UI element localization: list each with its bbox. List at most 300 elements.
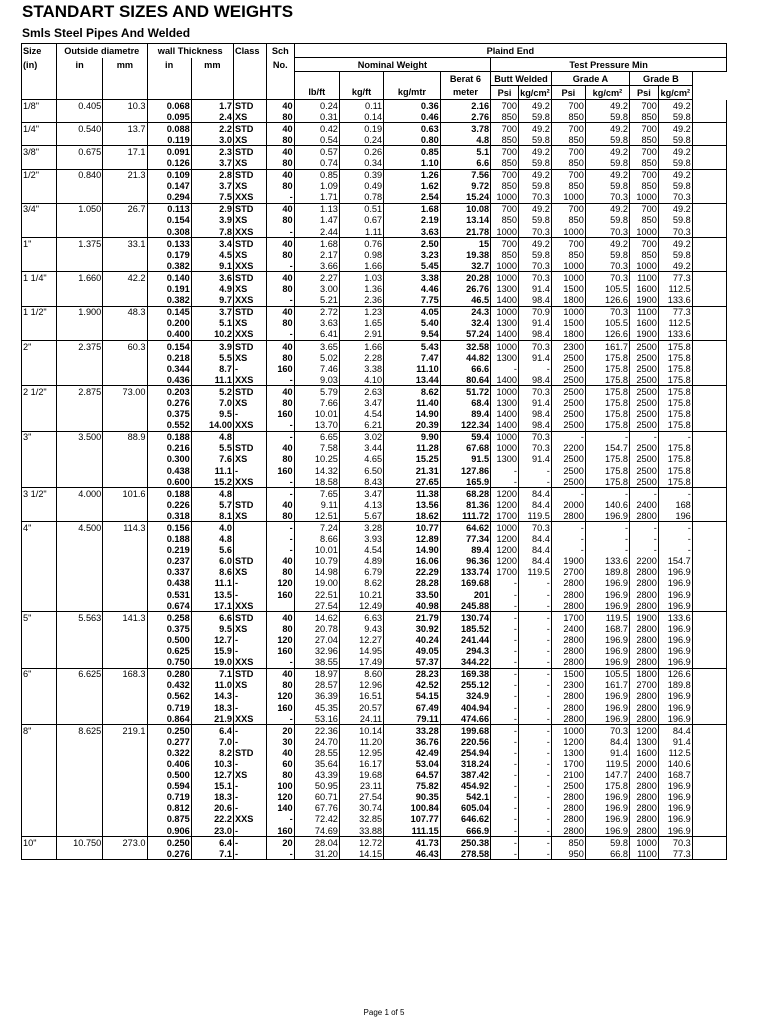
cell-bw-kgcm: 84.4	[518, 488, 551, 500]
cell-wt-in: 0.812	[147, 803, 191, 814]
cell-ga-psi: 2800	[551, 589, 585, 600]
cell-lb-ft: 35.64	[294, 758, 339, 769]
cell-gb-kgcm: 49.2	[658, 203, 692, 215]
cell-od-in	[56, 374, 102, 386]
cell-ga-psi: 850	[551, 134, 585, 146]
cell-wt-mm: 14.00	[191, 420, 233, 432]
cell-bw-psi: 1700	[491, 567, 519, 578]
cell-od-in	[56, 781, 102, 792]
cell-filler	[692, 578, 726, 589]
cell-class: STD	[233, 747, 266, 758]
cell-od-in	[56, 556, 102, 567]
cell-bw-psi: 700	[491, 238, 519, 250]
cell-ga-kgcm: 196.9	[585, 646, 629, 657]
cell-kg-mtr: 7.47	[384, 352, 441, 363]
cell-kg-mtr: 3.38	[384, 272, 441, 284]
cell-lb-ft: 2.72	[294, 306, 339, 318]
cell-kg-mtr: 16.06	[384, 556, 441, 567]
cell-gb-kgcm: 49.2	[658, 238, 692, 250]
cell-berat-6m: 19.38	[440, 249, 490, 260]
table-row	[22, 736, 727, 747]
cell-filler	[692, 420, 726, 432]
cell-wt-in: 0.258	[147, 612, 191, 624]
cell-sch: 80	[266, 770, 294, 781]
cell-size	[22, 111, 57, 123]
cell-filler	[692, 318, 726, 329]
cell-class: STD	[233, 556, 266, 567]
cell-sch: 120	[266, 634, 294, 645]
cell-od-in	[56, 534, 102, 545]
cell-od-in: 2.375	[56, 340, 102, 352]
cell-filler	[692, 770, 726, 781]
cell-size: 8"	[22, 725, 57, 737]
cell-wt-in: 0.145	[147, 306, 191, 318]
cell-ga-psi: 2500	[551, 454, 585, 465]
cell-ga-kgcm: 196.9	[585, 510, 629, 522]
cell-bw-psi: -	[491, 646, 519, 657]
cell-wt-in: 0.218	[147, 352, 191, 363]
cell-ga-psi: 700	[551, 146, 585, 158]
cell-od-mm	[103, 567, 147, 578]
cell-bw-kgcm: -	[518, 691, 551, 702]
cell-od-mm	[103, 157, 147, 169]
cell-filler	[692, 295, 726, 307]
cell-sch: -	[266, 814, 294, 825]
cell-ga-kgcm: 105.5	[585, 284, 629, 295]
cell-kg-mtr: 75.82	[384, 781, 441, 792]
cell-kg-mtr: 0.36	[384, 100, 441, 112]
cell-kg-ft: 3.28	[339, 522, 383, 534]
cell-wt-mm: 19.0	[191, 657, 233, 669]
cell-od-mm	[103, 352, 147, 363]
table-row	[22, 825, 727, 837]
table-row	[22, 510, 727, 522]
cell-bw-psi: -	[491, 781, 519, 792]
cell-kg-mtr: 1.26	[384, 169, 441, 181]
cell-wt-in: 0.188	[147, 488, 191, 500]
cell-od-mm	[103, 226, 147, 238]
cell-gb-kgcm: 175.8	[658, 465, 692, 476]
cell-wt-in: 0.091	[147, 146, 191, 158]
cell-kg-mtr: 4.05	[384, 306, 441, 318]
cell-size	[22, 409, 57, 420]
cell-gb-psi: -	[630, 431, 659, 443]
cell-od-in	[56, 589, 102, 600]
cell-kg-ft: 6.21	[339, 420, 383, 432]
cell-lb-ft: 38.55	[294, 657, 339, 669]
header-outside-diameter: Outside diametre	[56, 44, 147, 58]
cell-od-mm	[103, 499, 147, 510]
cell-od-mm: 48.3	[103, 306, 147, 318]
cell-class: STD	[233, 169, 266, 181]
cell-od-mm	[103, 781, 147, 792]
table-row	[22, 272, 727, 284]
cell-od-in	[56, 454, 102, 465]
cell-wt-in: 0.277	[147, 736, 191, 747]
table-row	[22, 476, 727, 488]
cell-bw-psi: 1300	[491, 397, 519, 408]
table-row	[22, 792, 727, 803]
cell-bw-psi: 1400	[491, 295, 519, 307]
cell-bw-psi: -	[491, 634, 519, 645]
cell-berat-6m: 254.94	[440, 747, 490, 758]
cell-gb-psi: 1800	[630, 668, 659, 680]
cell-bw-psi: 850	[491, 249, 519, 260]
cell-berat-6m: 66.6	[440, 363, 490, 374]
cell-size: 1 1/4"	[22, 272, 57, 284]
cell-gb-psi: 2500	[630, 340, 659, 352]
cell-gb-kgcm: 49.2	[658, 169, 692, 181]
table-row	[22, 249, 727, 260]
cell-ga-psi: -	[551, 545, 585, 556]
cell-wt-mm: 5.5	[191, 352, 233, 363]
cell-class: STD	[233, 203, 266, 215]
cell-lb-ft: 27.54	[294, 600, 339, 612]
cell-class: XXS	[233, 814, 266, 825]
cell-class: XXS	[233, 374, 266, 386]
cell-size	[22, 814, 57, 825]
cell-od-mm	[103, 758, 147, 769]
cell-wt-in: 0.600	[147, 476, 191, 488]
cell-bw-psi: 1000	[491, 340, 519, 352]
cell-lb-ft: 9.11	[294, 499, 339, 510]
cell-od-mm	[103, 111, 147, 123]
cell-bw-psi: 850	[491, 181, 519, 192]
cell-size: 1/8"	[22, 100, 57, 112]
header-nominal-weight: Nominal Weight	[294, 58, 491, 72]
cell-filler	[692, 634, 726, 645]
cell-filler	[692, 340, 726, 352]
cell-class: -	[233, 758, 266, 769]
cell-class: -	[233, 646, 266, 657]
cell-berat-6m: 165.9	[440, 476, 490, 488]
cell-size	[22, 476, 57, 488]
cell-bw-psi: 1400	[491, 374, 519, 386]
cell-bw-kgcm: -	[518, 600, 551, 612]
cell-ga-kgcm: 175.8	[585, 352, 629, 363]
cell-class	[233, 488, 266, 500]
cell-wt-in: 0.552	[147, 420, 191, 432]
cell-bw-kgcm: 70.3	[518, 522, 551, 534]
cell-od-in: 6.625	[56, 668, 102, 680]
cell-bw-psi: -	[491, 837, 519, 849]
cell-bw-kgcm: -	[518, 465, 551, 476]
cell-kg-ft: 0.49	[339, 181, 383, 192]
cell-wt-in: 0.203	[147, 386, 191, 398]
cell-wt-mm: 2.9	[191, 203, 233, 215]
cell-od-in: 2.875	[56, 386, 102, 398]
cell-gb-psi: 2800	[630, 623, 659, 634]
cell-bw-kgcm: -	[518, 612, 551, 624]
cell-ga-psi: 1800	[551, 329, 585, 341]
cell-bw-kgcm: 98.4	[518, 329, 551, 341]
cell-class: -	[233, 409, 266, 420]
cell-wt-in: 0.337	[147, 567, 191, 578]
cell-ga-psi: 2500	[551, 409, 585, 420]
cell-wt-in: 0.216	[147, 443, 191, 454]
cell-gb-kgcm: 70.3	[658, 837, 692, 849]
table-row	[22, 612, 727, 624]
cell-od-mm	[103, 249, 147, 260]
cell-kg-mtr: 64.57	[384, 770, 441, 781]
cell-wt-mm: 8.1	[191, 510, 233, 522]
cell-berat-6m: 67.68	[440, 443, 490, 454]
cell-filler	[692, 157, 726, 169]
table-row	[22, 556, 727, 567]
header-kg-mtr: kg/mtr	[384, 86, 441, 100]
cell-kg-mtr: 5.40	[384, 318, 441, 329]
cell-kg-mtr: 7.75	[384, 295, 441, 307]
cell-class: XXS	[233, 600, 266, 612]
cell-kg-mtr: 11.40	[384, 397, 441, 408]
cell-kg-mtr: 40.98	[384, 600, 441, 612]
cell-ga-kgcm: 70.3	[585, 272, 629, 284]
cell-class: -	[233, 837, 266, 849]
cell-wt-in: 0.276	[147, 397, 191, 408]
cell-kg-ft: 1.23	[339, 306, 383, 318]
cell-berat-6m: 646.62	[440, 814, 490, 825]
cell-ga-psi: 700	[551, 203, 585, 215]
cell-berat-6m: 605.04	[440, 803, 490, 814]
cell-kg-ft: 10.21	[339, 589, 383, 600]
cell-lb-ft: 10.79	[294, 556, 339, 567]
cell-sch: 80	[266, 623, 294, 634]
cell-kg-ft: 32.85	[339, 814, 383, 825]
cell-ga-kgcm: 175.8	[585, 374, 629, 386]
cell-sch: 80	[266, 181, 294, 192]
cell-class: STD	[233, 668, 266, 680]
cell-gb-kgcm: 49.2	[658, 100, 692, 112]
cell-gb-psi: 2800	[630, 600, 659, 612]
cell-od-in	[56, 111, 102, 123]
cell-kg-ft: 0.19	[339, 123, 383, 135]
cell-bw-kgcm: -	[518, 476, 551, 488]
table-row	[22, 374, 727, 386]
cell-lb-ft: 43.39	[294, 770, 339, 781]
header-grade-b: Grade B	[630, 72, 693, 86]
cell-bw-psi: 850	[491, 157, 519, 169]
cell-ga-psi: 2300	[551, 340, 585, 352]
cell-gb-kgcm: 77.3	[658, 306, 692, 318]
cell-ga-psi: 1700	[551, 758, 585, 769]
cell-wt-mm: 15.2	[191, 476, 233, 488]
cell-kg-mtr: 11.38	[384, 488, 441, 500]
cell-wt-mm: 10.2	[191, 329, 233, 341]
cell-gb-kgcm: 175.8	[658, 476, 692, 488]
cell-od-mm	[103, 534, 147, 545]
cell-wt-in: 0.344	[147, 363, 191, 374]
cell-kg-mtr: 13.56	[384, 499, 441, 510]
cell-ga-psi: 850	[551, 837, 585, 849]
cell-berat-6m: 46.5	[440, 295, 490, 307]
cell-bw-kgcm: -	[518, 646, 551, 657]
cell-bw-psi: -	[491, 770, 519, 781]
cell-lb-ft: 3.66	[294, 260, 339, 272]
cell-ga-psi: 2800	[551, 657, 585, 669]
cell-berat-6m: 68.4	[440, 397, 490, 408]
cell-od-mm	[103, 329, 147, 341]
cell-class: XXS	[233, 260, 266, 272]
cell-class: -	[233, 803, 266, 814]
cell-kg-ft: 4.54	[339, 409, 383, 420]
cell-od-in: 0.840	[56, 169, 102, 181]
cell-od-mm: 33.1	[103, 238, 147, 250]
cell-ga-psi: 2400	[551, 623, 585, 634]
cell-kg-mtr: 42.52	[384, 680, 441, 691]
cell-gb-psi: 2800	[630, 713, 659, 725]
cell-bw-psi: 1000	[491, 306, 519, 318]
cell-ga-psi: 2800	[551, 792, 585, 803]
cell-ga-psi: 1500	[551, 668, 585, 680]
cell-bw-psi: -	[491, 589, 519, 600]
cell-ga-psi: 1900	[551, 556, 585, 567]
cell-od-in	[56, 702, 102, 713]
cell-od-mm	[103, 134, 147, 146]
cell-kg-mtr: 18.62	[384, 510, 441, 522]
cell-od-mm	[103, 770, 147, 781]
cell-sch: 80	[266, 284, 294, 295]
cell-gb-kgcm: 175.8	[658, 409, 692, 420]
cell-class: XS	[233, 680, 266, 691]
cell-sch: -	[266, 848, 294, 860]
cell-ga-kgcm: 59.8	[585, 837, 629, 849]
cell-bw-kgcm: 98.4	[518, 374, 551, 386]
cell-size	[22, 192, 57, 204]
cell-kg-mtr: 111.15	[384, 825, 441, 837]
cell-kg-ft: 4.89	[339, 556, 383, 567]
table-row	[22, 680, 727, 691]
header-bw-psi: Psi	[491, 86, 519, 100]
cell-gb-kgcm: 70.3	[658, 226, 692, 238]
cell-ga-kgcm: 49.2	[585, 146, 629, 158]
cell-kg-ft: 4.10	[339, 374, 383, 386]
table-row	[22, 747, 727, 758]
cell-wt-in: 0.406	[147, 758, 191, 769]
cell-berat-6m: 89.4	[440, 545, 490, 556]
cell-gb-kgcm: 168	[658, 499, 692, 510]
cell-sch: 160	[266, 409, 294, 420]
cell-gb-kgcm: 175.8	[658, 397, 692, 408]
cell-od-mm	[103, 465, 147, 476]
cell-berat-6m: 201	[440, 589, 490, 600]
cell-lb-ft: 0.31	[294, 111, 339, 123]
cell-gb-kgcm: 126.6	[658, 668, 692, 680]
cell-class: -	[233, 702, 266, 713]
cell-ga-psi: 2100	[551, 770, 585, 781]
cell-gb-kgcm: 196.9	[658, 634, 692, 645]
cell-sch: -	[266, 522, 294, 534]
cell-class: XS	[233, 397, 266, 408]
cell-lb-ft: 7.46	[294, 363, 339, 374]
cell-wt-in: 0.219	[147, 545, 191, 556]
cell-kg-mtr: 0.80	[384, 134, 441, 146]
cell-ga-kgcm: 49.2	[585, 203, 629, 215]
cell-size: 3 1/2"	[22, 488, 57, 500]
cell-bw-kgcm: 70.3	[518, 340, 551, 352]
cell-ga-kgcm: 70.3	[585, 725, 629, 737]
cell-kg-ft: 23.11	[339, 781, 383, 792]
cell-ga-kgcm: 119.5	[585, 612, 629, 624]
cell-ga-psi: 2500	[551, 465, 585, 476]
cell-size	[22, 803, 57, 814]
table-row	[22, 803, 727, 814]
cell-berat-6m: 387.42	[440, 770, 490, 781]
header-gb-kgcm: kg/cm²	[658, 86, 692, 100]
cell-bw-psi: 1200	[491, 556, 519, 567]
cell-bw-kgcm: -	[518, 803, 551, 814]
cell-class: XS	[233, 249, 266, 260]
cell-ga-psi: 1000	[551, 192, 585, 204]
cell-kg-ft: 2.36	[339, 295, 383, 307]
cell-class: XS	[233, 567, 266, 578]
cell-size: 5"	[22, 612, 57, 624]
cell-lb-ft: 10.01	[294, 409, 339, 420]
cell-kg-ft: 10.14	[339, 725, 383, 737]
cell-berat-6m: 77.34	[440, 534, 490, 545]
cell-ga-kgcm: 105.5	[585, 668, 629, 680]
cell-od-mm: 17.1	[103, 146, 147, 158]
cell-wt-mm: 23.0	[191, 825, 233, 837]
cell-bw-psi: 1400	[491, 409, 519, 420]
cell-ga-psi: 1000	[551, 272, 585, 284]
cell-sch: 40	[266, 146, 294, 158]
cell-size	[22, 680, 57, 691]
cell-berat-6m: 127.86	[440, 465, 490, 476]
cell-gb-psi: 2800	[630, 781, 659, 792]
cell-bw-psi: 1200	[491, 488, 519, 500]
cell-wt-in: 0.294	[147, 192, 191, 204]
cell-od-mm	[103, 803, 147, 814]
cell-bw-kgcm: -	[518, 657, 551, 669]
cell-kg-ft: 6.50	[339, 465, 383, 476]
cell-kg-mtr: 79.11	[384, 713, 441, 725]
cell-sch: 40	[266, 747, 294, 758]
cell-bw-kgcm: 49.2	[518, 238, 551, 250]
cell-berat-6m: 3.78	[440, 123, 490, 135]
cell-ga-psi: 850	[551, 111, 585, 123]
table-row	[22, 146, 727, 158]
cell-sch: 40	[266, 556, 294, 567]
cell-wt-mm: 3.9	[191, 215, 233, 226]
cell-wt-mm: 22.2	[191, 814, 233, 825]
cell-lb-ft: 28.04	[294, 837, 339, 849]
cell-lb-ft: 7.65	[294, 488, 339, 500]
cell-gb-psi: -	[630, 545, 659, 556]
cell-class: -	[233, 363, 266, 374]
header-test-pressure: Test Pressure Min	[491, 58, 727, 72]
cell-ga-psi: 1700	[551, 612, 585, 624]
cell-size	[22, 284, 57, 295]
cell-ga-psi: 2500	[551, 374, 585, 386]
cell-gb-psi: 700	[630, 169, 659, 181]
cell-kg-mtr: 30.92	[384, 623, 441, 634]
cell-wt-in: 0.095	[147, 111, 191, 123]
cell-sch: 80	[266, 111, 294, 123]
cell-filler	[692, 146, 726, 158]
cell-wt-in: 0.300	[147, 454, 191, 465]
cell-sch: -	[266, 657, 294, 669]
cell-kg-ft: 12.72	[339, 837, 383, 849]
header-size: Size	[22, 44, 57, 58]
cell-kg-ft: 11.20	[339, 736, 383, 747]
cell-wt-in: 0.400	[147, 329, 191, 341]
cell-size	[22, 792, 57, 803]
cell-bw-psi: -	[491, 713, 519, 725]
cell-berat-6m: 44.82	[440, 352, 490, 363]
cell-filler	[692, 747, 726, 758]
cell-wt-mm: 9.7	[191, 295, 233, 307]
cell-class: -	[233, 848, 266, 860]
